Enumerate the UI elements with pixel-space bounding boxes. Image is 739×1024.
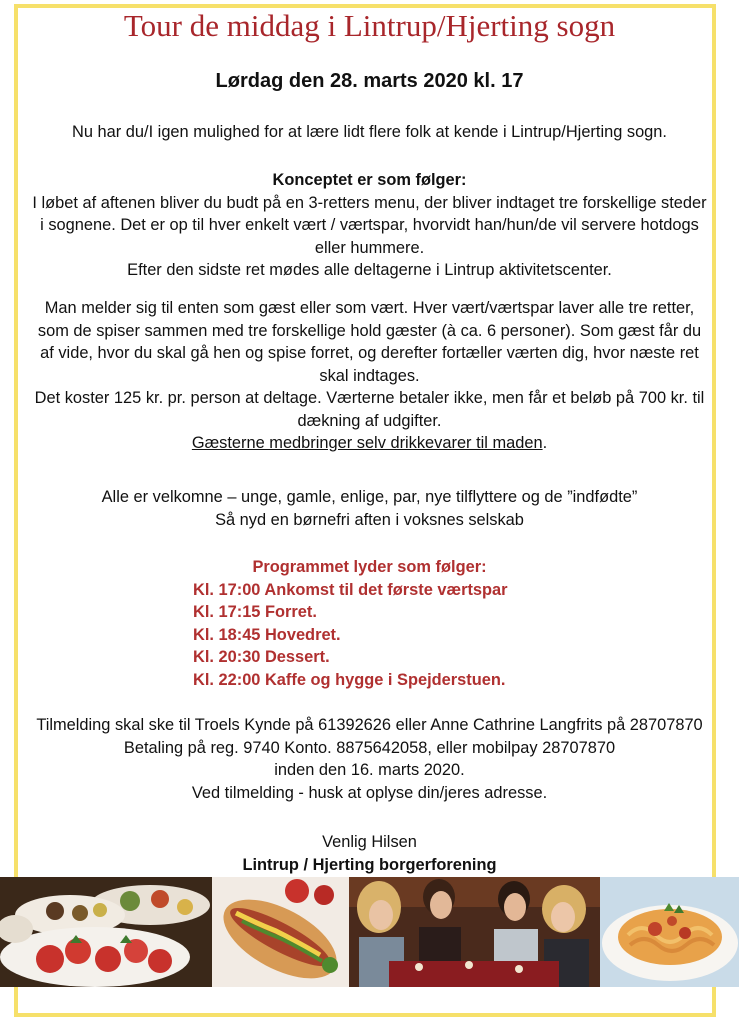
dinner-guests-photo (349, 877, 600, 987)
signup-line: som de spiser sammen med tre forskellige hold gæster (à ca. 6 personer). Som gæst får du (37, 321, 702, 340)
registration-line: inden den 16. marts 2020. (274, 761, 465, 779)
program-item: Kl. 17:00 Ankomst til det første værtspar (193, 580, 508, 599)
signup-line: af vide, hvor du skal gå hen og spise forret, og derefter fortæller værten dig, hvor næste ret (40, 344, 699, 362)
concept-line: Efter den sidste ret mødes alle deltagerne i Lintrup aktivitetscenter. (127, 261, 612, 279)
signup-line: Det koster 125 kr. pr. person at deltage. Værterne betaler ikke, men får et beløb på 700 kr. til (34, 389, 705, 407)
hotdog-photo (212, 877, 349, 987)
welcome-line: Alle er velkomne – unge, gamle, enlige, par, nye tilflyttere og de ”indfødte” (101, 488, 638, 506)
photo-strip (0, 877, 739, 987)
food-platter-photo (0, 877, 212, 987)
program-item: Kl. 22:00 Kaffe og hygge i Spejderstuen. (193, 670, 506, 689)
signup-line: Man melder sig til enten som gæst eller som vært. Hver vært/værtspar laver alle tre retter, (44, 299, 695, 317)
signup-line: skal indtages. (319, 366, 420, 385)
signup-line: dækning af udgifter. (297, 411, 442, 430)
intro-paragraph: Nu har du/I igen mulighed for at lære lidt flere folk at kende i Lintrup/Hjerting sogn. (72, 123, 667, 141)
concept-heading: Konceptet er som følger: (272, 171, 467, 189)
program-heading: Programmet lyder som følger: (252, 558, 487, 576)
concept-section (30, 169, 709, 282)
welcome-section (30, 486, 709, 531)
page-title: Tour de middag i Lintrup/Hjerting sogn (123, 8, 616, 43)
closing-section (0, 831, 739, 876)
welcome-line: Så nyd en børnefri aften i voksnes selskab (215, 510, 524, 529)
program-list (193, 579, 508, 692)
registration-section (30, 714, 709, 804)
pasta-photo (600, 877, 739, 987)
drinks-note-text: Gæsterne medbringer selv drikkevarer til maden (191, 434, 543, 452)
signup-section (30, 297, 709, 455)
organization-name: Lintrup / Hjerting borgerforening (242, 855, 497, 874)
event-date: Lørdag den 28. marts 2020 kl. 17 (215, 70, 524, 92)
registration-line: Tilmelding skal ske til Troels Kynde på 61392626 eller Anne Cathrine Langfrits på 28707870 (36, 716, 703, 734)
registration-line: Betaling på reg. 9740 Konto. 8875642058, eller mobilpay 28707870 (123, 738, 616, 757)
concept-line: eller hummere. (314, 238, 425, 257)
closing-greeting: Venlig Hilsen (322, 833, 417, 851)
drinks-note: Gæsterne medbringer selv drikkevarer til maden. (191, 434, 548, 452)
registration-line: Ved tilmelding - husk at oplyse din/jeres adresse. (191, 783, 548, 802)
program-item: Kl. 17:15 Forret. (193, 603, 317, 621)
concept-line: i sognene. Det er op til hver enkelt vært / værtspar, hvorvidt han/hun/de vil servere hotdogs (40, 216, 699, 234)
concept-line: I løbet af aftenen bliver du budt på en 3-retters menu, der bliver indtaget tre forskellige steder (32, 193, 707, 212)
program-section (0, 556, 739, 689)
program-item: Kl. 20:30 Dessert. (193, 648, 330, 666)
program-item: Kl. 18:45 Hovedret. (193, 625, 341, 644)
